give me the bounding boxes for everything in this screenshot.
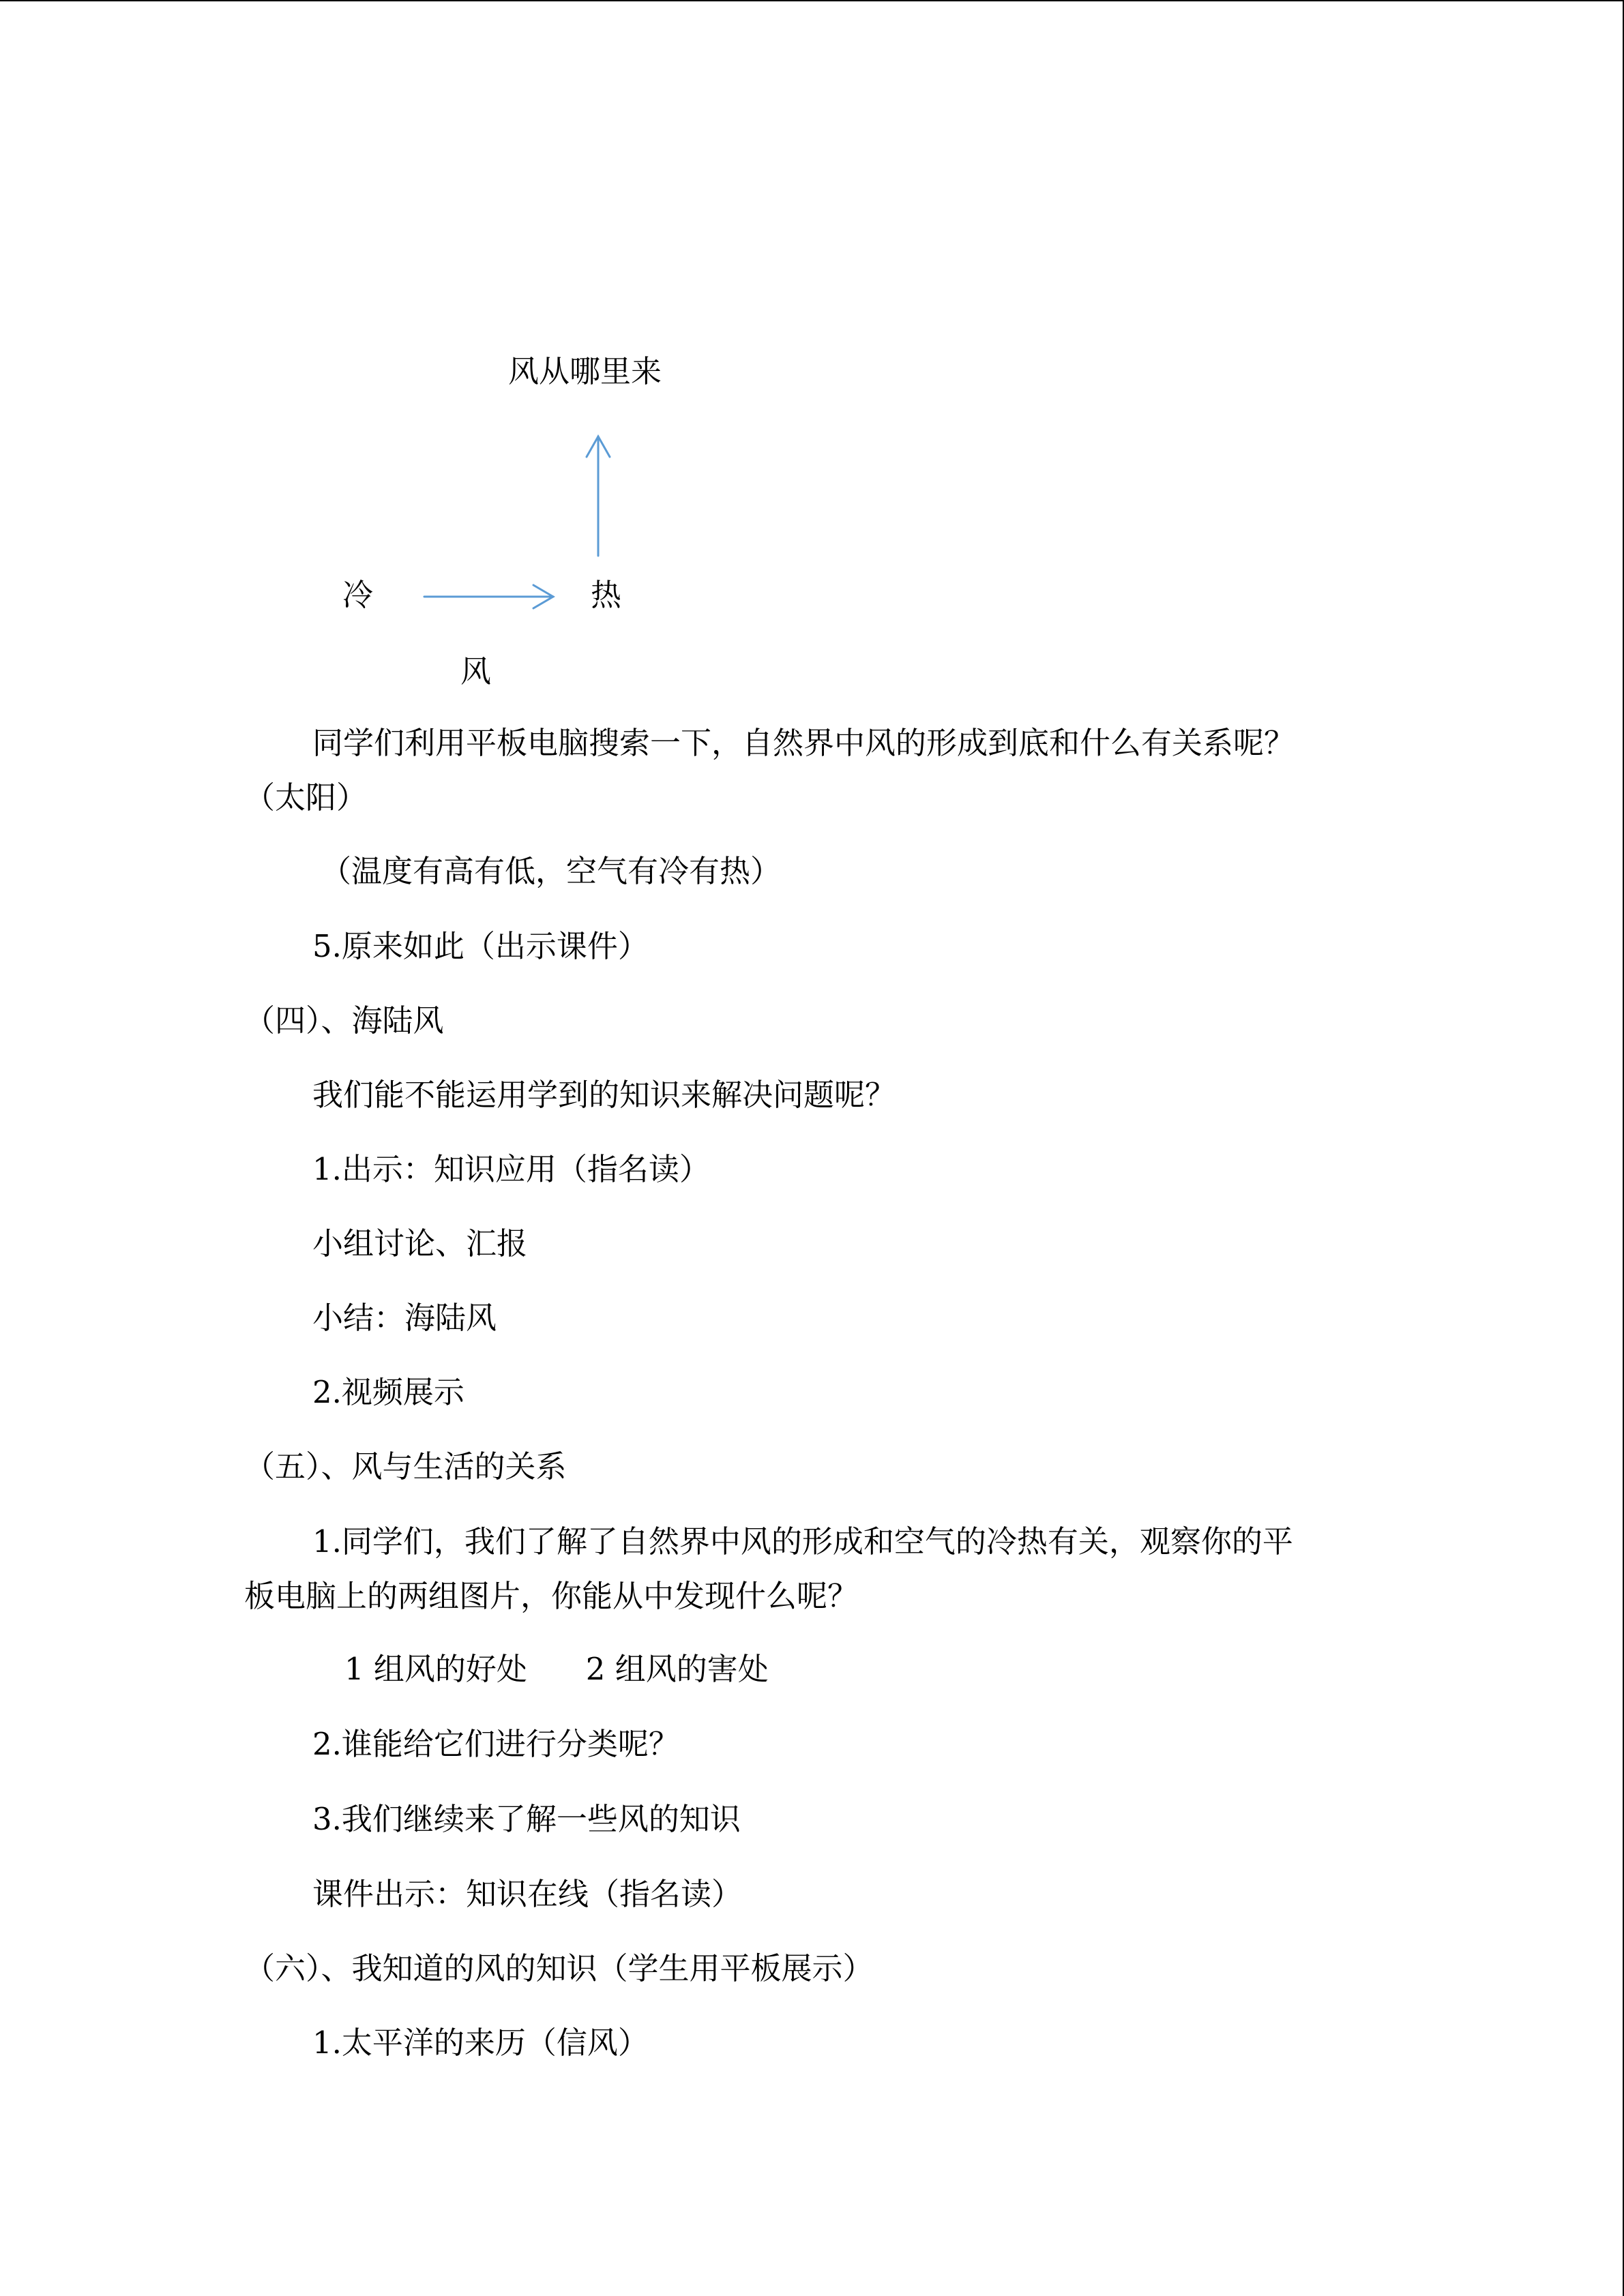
paragraph-answer-sun: （太阳） xyxy=(244,779,368,816)
diagram-left-label: 冷 xyxy=(342,577,374,613)
paragraph-pacific: 1.太平洋的来历（信风） xyxy=(312,2025,649,2061)
paragraph-courseware: 课件出示：知识在线（指名读） xyxy=(312,1876,743,1912)
paragraph-temperature: （温度有高有低，空气有冷有热） xyxy=(321,853,782,889)
diagram-right-label: 热 xyxy=(591,577,622,613)
paragraph-item-1-show: 1.出示：知识应用（指名读） xyxy=(312,1151,710,1187)
diagram-top-label: 风从哪里来 xyxy=(508,353,662,389)
paragraph-question: 同学们利用平板电脑搜索一下，自然界中风的形成到底和什么有关系呢？ xyxy=(312,725,1295,761)
paragraph-summary: 小结：海陆风 xyxy=(312,1300,497,1336)
paragraph-item-1-observe: 1.同学们，我们了解了自然界中风的形成和空气的冷热有关，观察你的平 xyxy=(312,1523,1293,1560)
paragraph-video: 2.视频展示 xyxy=(312,1374,464,1410)
paragraph-item-1-observe-cont: 板电脑上的两组图片，你能从中发现什么呢？ xyxy=(244,1578,859,1614)
section-heading-4: （四）、海陆风 xyxy=(244,1002,444,1039)
diagram-bottom-label: 风 xyxy=(460,653,492,689)
section-heading-5: （五）、风与生活的关系 xyxy=(244,1448,567,1485)
paragraph-item-3-knowledge: 3.我们继续来了解一些风的知识 xyxy=(312,1801,741,1837)
section-heading-6: （六）、我知道的风的知识（学生用平板展示） xyxy=(244,1950,874,1986)
paragraph-item-5: 5.原来如此（出示课件） xyxy=(312,928,649,964)
paragraph-item-2-classify: 2.谁能给它们进行分类呢？ xyxy=(312,1726,679,1762)
paragraph-apply: 我们能不能运用学到的知识来解决问题呢？ xyxy=(312,1077,896,1113)
paragraph-group-discuss: 小组讨论、汇报 xyxy=(312,1225,528,1262)
paragraph-groups: 1 组风的好处 2 组风的害处 xyxy=(344,1651,769,1687)
